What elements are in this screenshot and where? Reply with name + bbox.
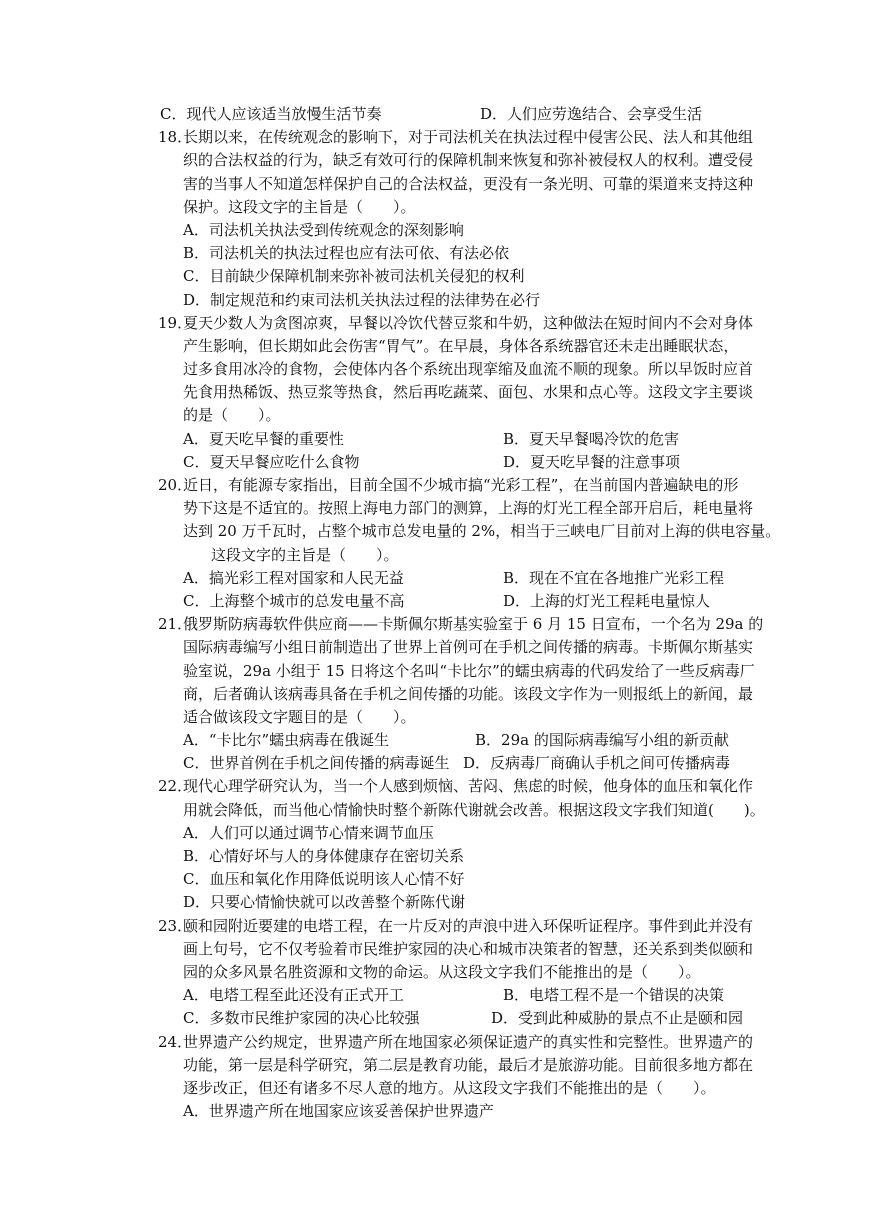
option-c: C．上海整个城市的总发电量不高	[183, 591, 405, 610]
option-row	[158, 729, 743, 752]
question-text-line: 的是（ ）。	[183, 406, 281, 425]
option-a: A．司法机关执法受到传统观念的深刻影响	[183, 220, 464, 239]
question-text-line: 国际病毒编写小组日前制造出了世界上首例可在手机之间传播的病毒。卡斯佩尔斯基实	[183, 638, 754, 657]
question-24	[158, 1031, 754, 1124]
option-a: A．世界遗产所在地国家应该妥善保护世界遗产	[183, 1102, 494, 1121]
question-text-line: 验室说，29a 小组于 15 日将这个名叫“卡比尔”的蠕虫病毒的代码发给了一些反病毒厂	[183, 661, 755, 680]
option-c: C．现代人应该适当放慢生活节奏	[160, 105, 382, 123]
question-text-line: 达到 20 万千瓦时，占整个城市总发电量的 2%，相当于三峡电厂目前对上海的供电容量。	[183, 522, 781, 541]
option-d: D．人们应劳逸结合、会享受生活	[480, 105, 703, 123]
question-text-line: 18．长期以来，在传统观念的影响下，对于司法机关在执法过程中侵害公民、法人和其他组	[158, 126, 743, 149]
option-a: A．电塔工程至此还没有正式开工	[183, 986, 404, 1005]
question-text-line: 商，后者确认该病毒具备在手机之间传播的功能。该段文字作为一则报纸上的新闻，最	[183, 684, 754, 703]
option-b: B．电塔工程不是一个错误的决策	[503, 986, 725, 1005]
question-text-line: 先食用热稀饭、热豆浆等热食，然后再吃蔬菜、面包、水果和点心等。这段文字主要谈	[183, 383, 754, 402]
option-row	[158, 984, 743, 1007]
option-row	[158, 451, 743, 474]
question-number: 21．	[158, 615, 193, 634]
question-18	[158, 126, 754, 312]
document-content	[158, 103, 781, 1123]
question-number: 18．	[158, 128, 193, 147]
option-c: C．世界首例在手机之间传播的病毒诞生	[183, 754, 450, 773]
option-d: D．受到此种威胁的景点不止是颐和园	[490, 1009, 743, 1028]
option-b: B．29a 的国际病毒编写小组的新贡献	[475, 731, 729, 750]
option-d: D．反病毒厂商确认手机之间可传播病毒	[463, 754, 731, 773]
option-row	[158, 1007, 743, 1030]
question-text-line: 24．世界遗产公约规定，世界遗产所在地国家必须保证遗产的真实性和完整性。世界遗产的	[158, 1031, 743, 1054]
option-b: B．夏天早餐喝冷饮的危害	[503, 429, 680, 448]
option-d: D．夏天吃早餐的注意事项	[503, 452, 681, 471]
option-b: B．现在不宜在各地推广光彩工程	[503, 568, 725, 587]
question-text-line: 织的合法权益的行为，缺乏有效可行的保障机制来恢复和弥补被侵权人的权利。遭受侵	[183, 151, 754, 170]
question-number: 23．	[158, 916, 193, 935]
option-a: A．“卡比尔”蠕虫病毒在俄诞生	[183, 731, 390, 750]
question-text-line: 适合做该段文字题目的是（ ）。	[183, 707, 416, 726]
question-text-line: 过多食用冰冷的食物，会使体内各个系统出现挛缩及血流不顺的现象。所以早饭时应首	[183, 360, 754, 379]
option-row	[158, 428, 743, 451]
option-a: A．搞光彩工程对国家和人民无益	[183, 568, 404, 587]
option-c: C．夏天早餐应吃什么食物	[183, 452, 360, 471]
option-b: B．司法机关的执法过程也应有法可依、有法必依	[183, 244, 510, 263]
option-c: C．血压和氧化作用降低说明该人心情不好	[183, 870, 465, 889]
option-row	[158, 567, 743, 590]
question-number: 22．	[158, 777, 193, 796]
option-row	[158, 103, 743, 126]
question-text-line: 逐步改正，但还有诸多不尽人意的地方。从这段文字我们不能推出的是（ ）。	[183, 1078, 716, 1097]
question-text-line: 功能，第一层是科学研究，第二层是教育功能，最后才是旅游功能。目前很多地方都在	[183, 1055, 754, 1074]
option-a: A．人们可以通过调节心情来调节血压	[183, 823, 434, 842]
option-row	[158, 752, 743, 775]
option-b: B．心情好坏与人的身体健康存在密切关系	[183, 847, 465, 865]
question-text-line: 用就会降低，而当他心情愉快时整个新陈代谢就会改善。根据这段文字我们知道( )。	[183, 800, 765, 819]
question-number: 19．	[158, 313, 193, 332]
option-a: A．夏天吃早餐的重要性	[183, 429, 344, 448]
option-c: C．多数市民维护家园的决心比较强	[183, 1009, 420, 1028]
option-d: D．制定规范和约束司法机关执法过程的法律势在必行	[183, 290, 541, 309]
question-20	[158, 474, 781, 613]
question-prompt-line: 这段文字的主旨是（ ）。	[211, 545, 399, 564]
question-text-line: 园的众多风景名胜资源和文物的命运。从这段文字我们不能推出的是（ ）。	[183, 962, 701, 981]
question-21	[158, 613, 764, 775]
question-text-line: 势下这是不适宜的。按照上海电力部门的测算，上海的灯光工程全部开启后，耗电量将	[183, 499, 754, 518]
question-text-line: 21．俄罗斯防病毒软件供应商——卡斯佩尔斯基实验室于 6 月 15 日宣布，一个名为 29a 的	[158, 613, 743, 636]
option-d: D．上海的灯光工程耗电量惊人	[503, 591, 711, 610]
question-number: 20．	[158, 476, 193, 494]
question-text-line: 22．现代心理学研究认为，当一个人感到烦恼、苦闷、焦虑的时候，他身体的血压和氧化作	[158, 775, 743, 798]
question-23	[158, 915, 754, 1031]
question-text-line: 画上句号，它不仅考验着市民维护家园的决心和城市决策者的智慧，还关系到类似颐和	[183, 939, 754, 958]
question-text-line: 23．颐和园附近要建的电塔工程，在一片反对的声浪中进入环保听证程序。事件到此并没有	[158, 915, 743, 938]
question-text-line: 害的当事人不知道怎样保护自己的合法权益，更没有一条光明、可靠的渠道来支持这种	[183, 174, 754, 193]
question-19	[158, 312, 754, 474]
question-text-line: 保护。这段文字的主旨是（ ）。	[183, 197, 416, 216]
option-c: C．目前缺少保障机制来弥补被司法机关侵犯的权利	[183, 267, 525, 286]
question-text-line: 19．夏天少数人为贪图凉爽，早餐以冷饮代替豆浆和牛奶，这种做法在短时间内不会对身体	[158, 312, 743, 335]
question-22	[158, 775, 765, 914]
option-row	[158, 590, 743, 613]
question-number: 24．	[158, 1032, 193, 1051]
question-text-line: 20．近日，有能源专家指出，目前全国不少城市搞“光彩工程”，在当前国内普遍缺电的形	[158, 474, 743, 497]
option-d: D．只要心情愉快就可以改善整个新陈代谢	[183, 893, 466, 912]
question-text-line: 产生影响，但长期如此会伤害“胃气”。在早晨，身体各系统器官还未走出睡眠状态，	[183, 336, 739, 355]
